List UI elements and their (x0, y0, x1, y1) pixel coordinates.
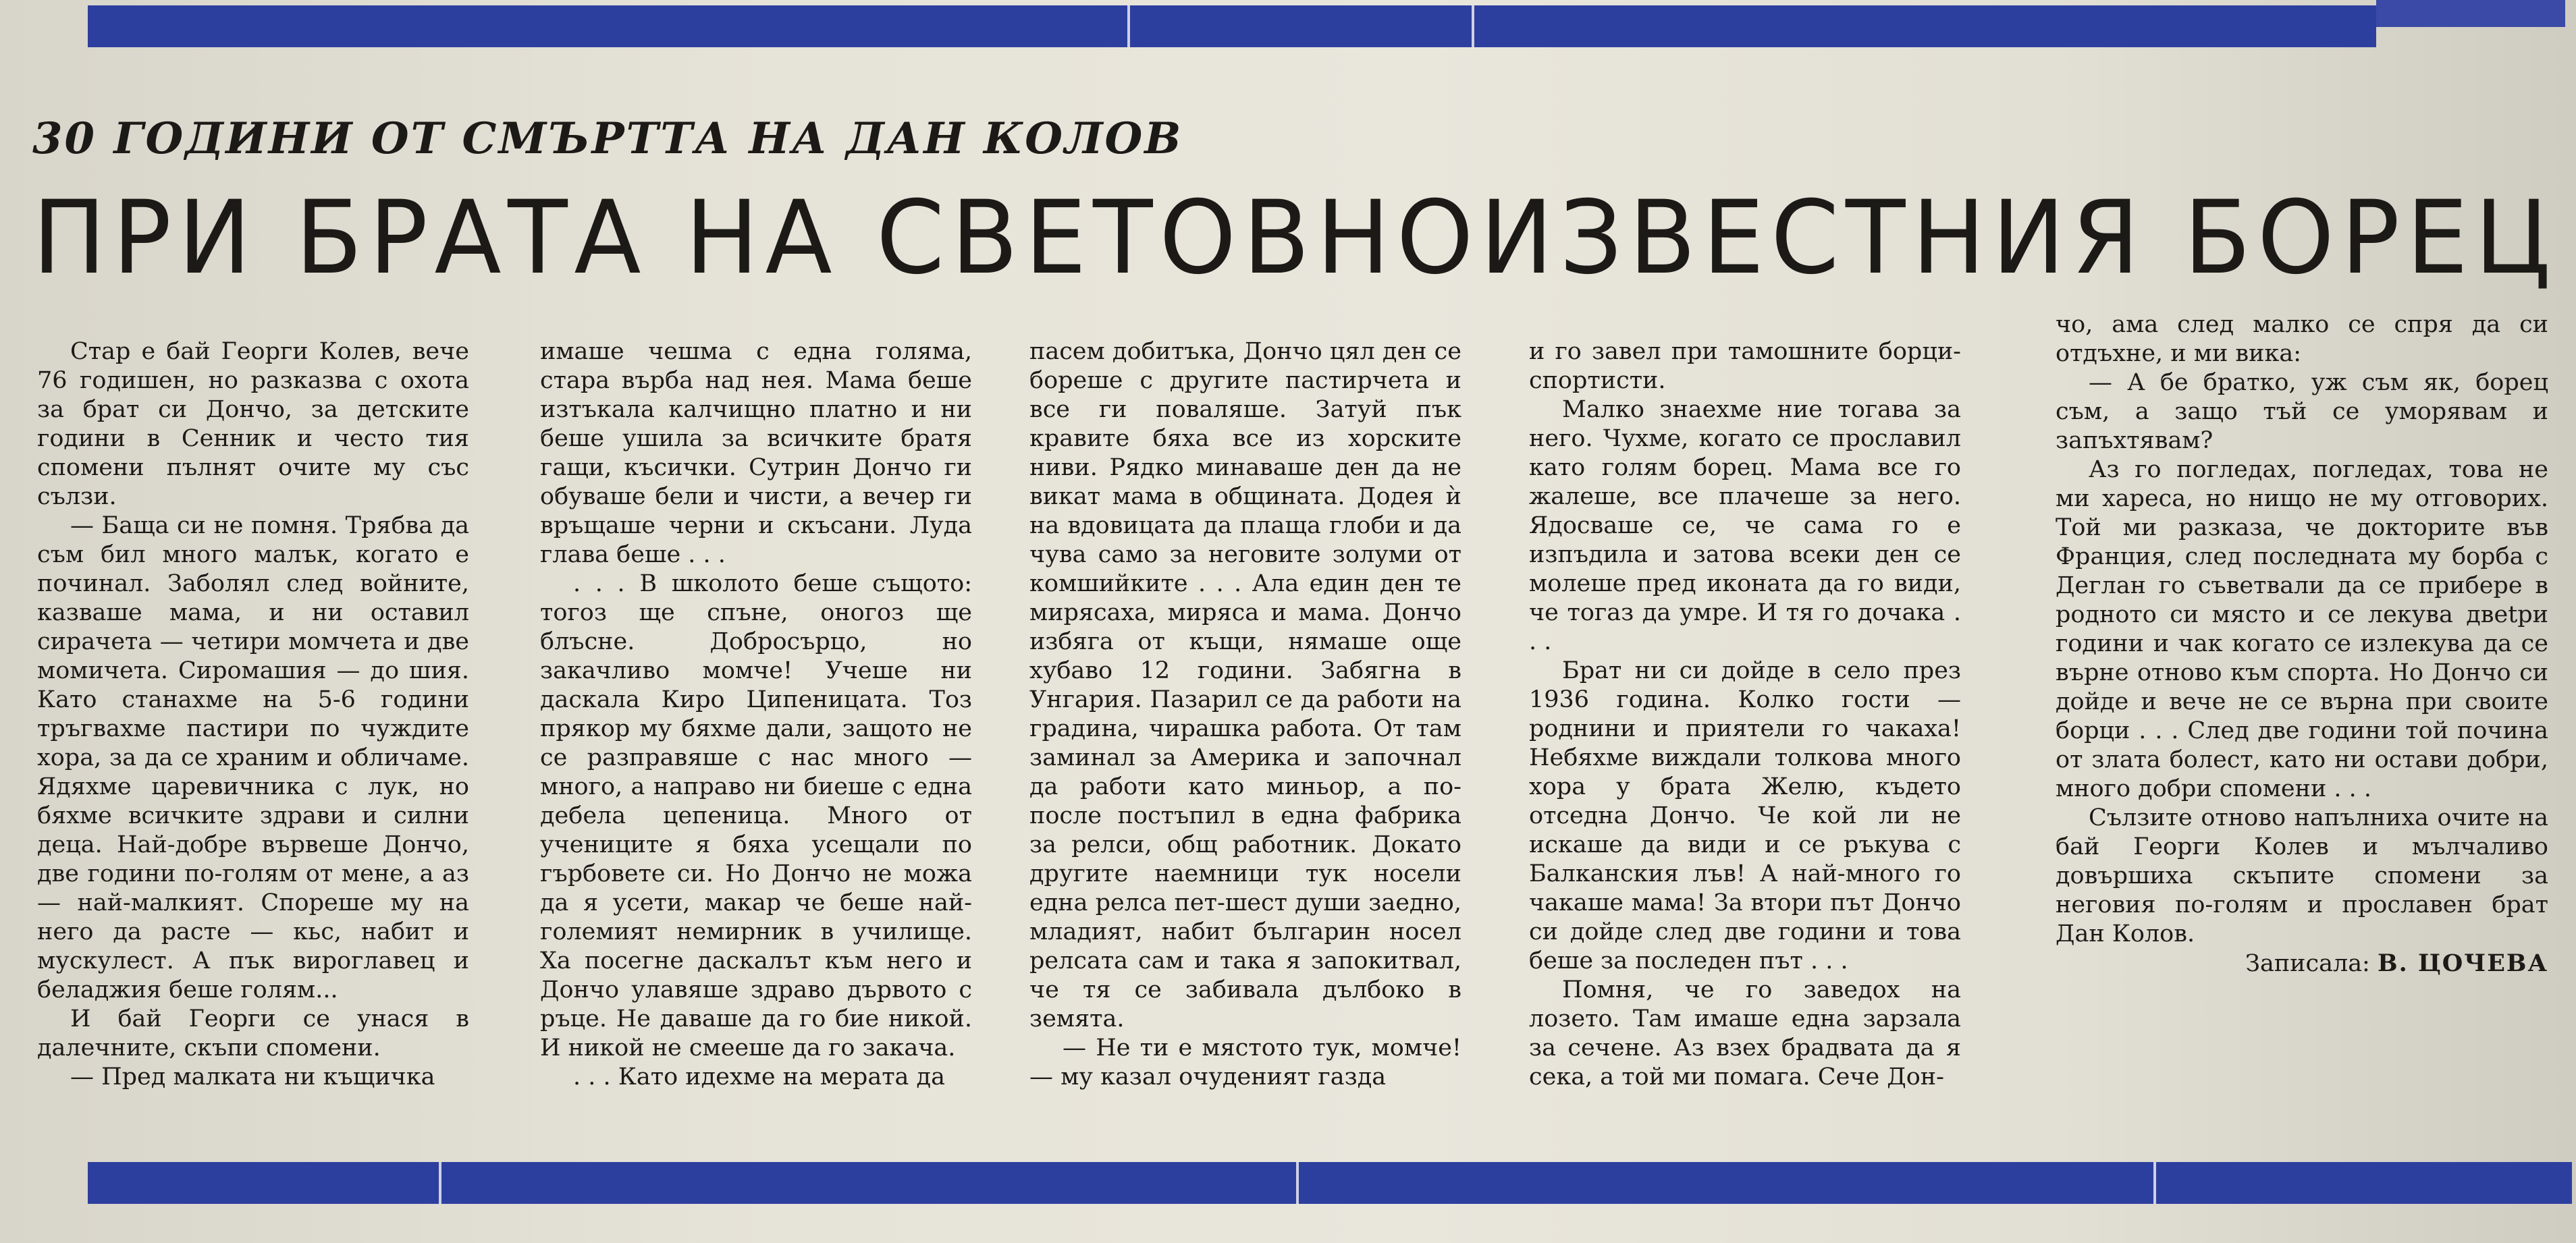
byline-author: В. ЦОЧЕВА (2378, 949, 2548, 977)
article-kicker: 30 ГОДИНИ ОТ СМЪРТТА НА ДАН КОЛОВ (32, 113, 1183, 164)
paragraph: И бай Георги се унася в далечните, скъпи спомени. (37, 1005, 469, 1061)
article-column-5 (2056, 310, 2548, 978)
paragraph: Аз го погледах, погледах, това не ми хареса, но нищо не му отговорих. Той ми разказа, че докторите във Франция, след последната му борба с Деглан го съветвали да се прибере в родното си място и се лекува двеtри години и чак когато се излекува да се върне отново към спорта. Но Дончо си дойде и вече не се върна при своите борци . . . След две години той почина от злата болест, като ни остави добри, много добри спомени . . . (2056, 456, 2548, 802)
paragraph: чо, ама след малко се спря да си отдъхне, и ми вика: (2056, 311, 2548, 367)
article-column-2 (540, 337, 972, 1092)
paragraph: Малко знаехме ние тогава за него. Чухме, когато се прославил като голям борец. Мама все го жалеше, все плачеше за него. Ядосваше се, че сама го е изпъдила и затова всеки ден се молеше пред иконата да го види, че тогаз да умре. И тя го дочака . . . (1529, 396, 1961, 655)
paragraph: имаше чешма с една голяма, стара върба над нея. Мама беше изтъкала калчищно платно и ни беше ушила за всичките братя гащи, късички. Сутрин Дончо ги обуваше бели и чисти, а вечер ги връщаше черни и скъсани. Луда глава беше . . . (540, 338, 972, 568)
paragraph: Сълзите отново напълниха очите на бай Георги Колев и мълчаливо довършиха скъпите спомени за неговия по-голям и прославен брат Дан Колов. (2056, 804, 2548, 947)
top-blue-band (88, 5, 2376, 47)
byline-label: Записала: (2245, 950, 2370, 977)
paragraph: — А бе братко, уж съм як, борец съм, а защо тъй се уморявам и запъхтявам? (2056, 369, 2548, 454)
paragraph: Стар е бай Георги Колев, вече 76 годишен, но разказва с охота за брат си Дончо, за детските години в Сенник и често тия спомени пълнят очите му със сълзи. (37, 338, 469, 510)
article-column-1 (37, 337, 469, 1092)
bottom-blue-band (88, 1162, 2572, 1204)
article-column-4 (1529, 337, 1961, 1092)
paragraph: и го завел при тамошните борци-спортисти. (1529, 338, 1961, 394)
band-seam (1127, 5, 1130, 47)
band-seam (439, 1162, 441, 1204)
byline (2056, 949, 2548, 978)
paragraph: пасем добитъка, Дончо цял ден се бореше с другите пастирчета и все ги поваляше. Затуй пък кравите бяха все из хорските ниви. Рядко минаваше ден да не викат мама в общината. Додея ѝ на вдовицата да плаща глоби и да чува само за неговите золуми от комшийките . . . Ала един ден те мирясаха, миряса и мама. Дончо избяга от къщи, нямаше още хубаво 12 години. Забягна в Унгария. Пазарил се да работи на градина, чирашка работа. От там заминал за Америка и започнал да работи като миньор, а по-после постъпил в една фабрика за релси, общ работник. Докато другите наемници тук носели една релса пет-шест души заедно, младият, набит българин носел релсата сам и така я запокитвал, че тя се забивала дълбоко в земята. (1029, 338, 1461, 1032)
top-blue-band-right (2376, 0, 2565, 27)
paragraph: . . . Като идехме на мерата да (573, 1064, 945, 1090)
article-column-3 (1029, 337, 1461, 1092)
band-seam (2153, 1162, 2156, 1204)
paragraph: — Не ти е мястото тук, момче! — му казал очуденият газда (1029, 1034, 1461, 1090)
paragraph: Брат ни си дойде в село през 1936 година. Колко гости — роднини и приятели го чакаха! Небяхме виждали толкова много хора у брата Желю, където отседна Дончо. Че кой ли не искаше да види и се ръкува с Балканския лъв! А най-много го чакаше мама! За втори път Дончо си дойде след две години и това беше за последен път . . . (1529, 657, 1961, 974)
band-seam (1296, 1162, 1299, 1204)
paragraph: . . . В школото беше същото: тогоз ще спъне, оногоз ще блъсне. Добросърцо, но закачливо момче! Учеше ни даскала Киро Ципеницата. Тоз прякор му бяхме дали, защото не се разправяше с нас много — много, а направо ни биеше с една дебела цепеница. Много от учениците я бяха усещали по гърбовете си. Но Дончо не можа да я усети, макар че беше най-големият немирник в училище. Ха посегне даскалът към него и Дончо улавяше здраво дървото с ръце. Не даваше да го бие никой. И никой не смееше да го закача. (540, 570, 972, 1061)
band-seam (1472, 5, 1474, 47)
article-headline: ПРИ БРАТА НА СВЕТОВНОИЗВЕСТНИЯ БОРЕЦ (32, 179, 2557, 297)
paragraph: Помня, че го заведох на лозето. Там имаше една зарзала за сечене. Аз взех брадвата да я сека, а той ми помага. Сече Дон- (1529, 976, 1961, 1090)
paragraph: — Баща си не помня. Трябва да съм бил много малък, когато е починал. Заболял след войните, казваше мама, и ни оставил сирачета — четири момчета и две момичета. Сиромашия — до шия. Като станахме на 5-6 години тръгвахме пастири по чуждите хора, за да се храним и обличаме. Ядяхме царевичника с лук, но бяхме всичките здрави и силни деца. Най-добре вървеше Дончо, две години по-голям от мене, а аз — най-малкият. Спореше му на него да расте — кьс, набит и мускулест. А пък вироглавец и беладжия беше голям... (37, 512, 469, 1003)
paragraph: — Пред малката ни къщичка (70, 1064, 435, 1090)
